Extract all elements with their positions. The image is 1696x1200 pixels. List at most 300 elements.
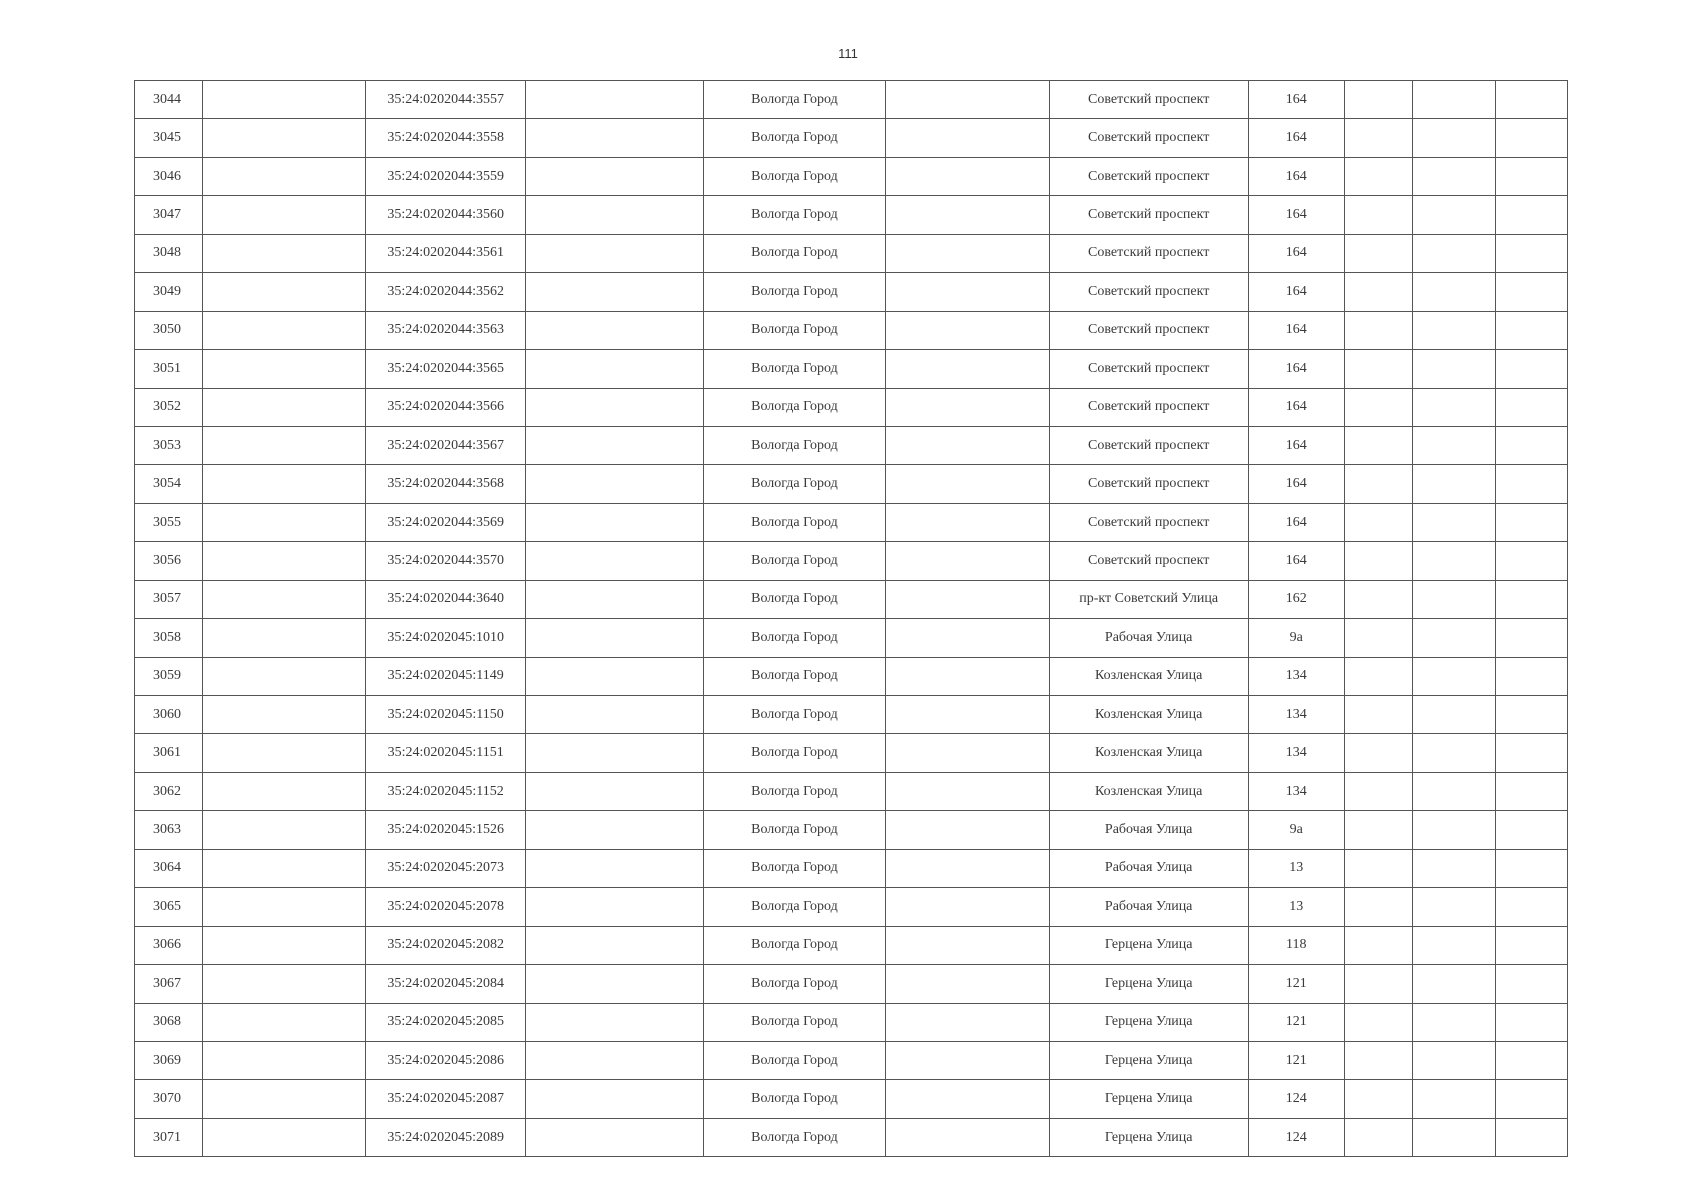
empty-cell xyxy=(526,619,704,657)
house-number-cell: 134 xyxy=(1248,734,1344,772)
empty-cell xyxy=(1412,1003,1495,1041)
cadastral-number-cell: 35:24:0202045:2085 xyxy=(366,1003,526,1041)
empty-cell xyxy=(203,542,366,580)
empty-cell xyxy=(1412,619,1495,657)
empty-cell xyxy=(203,1080,366,1118)
street-cell: Советский проспект xyxy=(1049,465,1248,503)
table-row xyxy=(135,811,1568,849)
empty-cell xyxy=(1412,503,1495,541)
empty-cell xyxy=(1344,1118,1412,1156)
row-number-cell: 3060 xyxy=(135,696,203,734)
table-row xyxy=(135,350,1568,388)
empty-cell xyxy=(203,811,366,849)
empty-cell xyxy=(1344,849,1412,887)
page-number: 111 xyxy=(838,46,858,61)
empty-cell xyxy=(1344,580,1412,618)
empty-cell xyxy=(1344,734,1412,772)
empty-cell xyxy=(1344,965,1412,1003)
cadastral-number-cell: 35:24:0202044:3568 xyxy=(366,465,526,503)
empty-cell xyxy=(1495,119,1567,157)
empty-cell xyxy=(1344,619,1412,657)
row-number-cell: 3048 xyxy=(135,234,203,272)
cadastral-number-cell: 35:24:0202044:3640 xyxy=(366,580,526,618)
empty-cell xyxy=(1344,465,1412,503)
table-row xyxy=(135,311,1568,349)
empty-cell xyxy=(1495,734,1567,772)
empty-cell xyxy=(526,1041,704,1079)
empty-cell xyxy=(203,965,366,1003)
empty-cell xyxy=(885,234,1049,272)
city-cell: Вологда Город xyxy=(704,772,885,810)
empty-cell xyxy=(1495,234,1567,272)
street-cell: Советский проспект xyxy=(1049,350,1248,388)
street-cell: Козленская Улица xyxy=(1049,657,1248,695)
empty-cell xyxy=(1412,234,1495,272)
empty-cell xyxy=(203,1041,366,1079)
house-number-cell: 164 xyxy=(1248,311,1344,349)
table-row xyxy=(135,465,1568,503)
house-number-cell: 164 xyxy=(1248,388,1344,426)
row-number-cell: 3071 xyxy=(135,1118,203,1156)
empty-cell xyxy=(1412,657,1495,695)
empty-cell xyxy=(885,465,1049,503)
empty-cell xyxy=(203,503,366,541)
city-cell: Вологда Город xyxy=(704,811,885,849)
empty-cell xyxy=(203,426,366,464)
row-number-cell: 3051 xyxy=(135,350,203,388)
empty-cell xyxy=(1412,426,1495,464)
empty-cell xyxy=(1412,849,1495,887)
house-number-cell: 13 xyxy=(1248,849,1344,887)
empty-cell xyxy=(203,234,366,272)
street-cell: Советский проспект xyxy=(1049,311,1248,349)
empty-cell xyxy=(1344,657,1412,695)
empty-cell xyxy=(885,196,1049,234)
empty-cell xyxy=(203,926,366,964)
house-number-cell: 164 xyxy=(1248,119,1344,157)
house-number-cell: 9а xyxy=(1248,619,1344,657)
empty-cell xyxy=(885,734,1049,772)
cadastral-number-cell: 35:24:0202044:3559 xyxy=(366,157,526,195)
empty-cell xyxy=(1495,696,1567,734)
empty-cell xyxy=(1495,1003,1567,1041)
cadastral-number-cell: 35:24:0202044:3557 xyxy=(366,81,526,119)
empty-cell xyxy=(885,119,1049,157)
empty-cell xyxy=(203,696,366,734)
empty-cell xyxy=(885,1118,1049,1156)
city-cell: Вологда Город xyxy=(704,619,885,657)
table-row xyxy=(135,1080,1568,1118)
table-row xyxy=(135,1041,1568,1079)
empty-cell xyxy=(526,350,704,388)
empty-cell xyxy=(1495,81,1567,119)
empty-cell xyxy=(1412,811,1495,849)
table-row xyxy=(135,388,1568,426)
street-cell: Советский проспект xyxy=(1049,503,1248,541)
cadastral-number-cell: 35:24:0202045:1010 xyxy=(366,619,526,657)
cadastral-number-cell: 35:24:0202045:2082 xyxy=(366,926,526,964)
house-number-cell: 164 xyxy=(1248,196,1344,234)
empty-cell xyxy=(1344,1003,1412,1041)
empty-cell xyxy=(203,196,366,234)
street-cell: Рабочая Улица xyxy=(1049,849,1248,887)
empty-cell xyxy=(885,542,1049,580)
city-cell: Вологда Город xyxy=(704,157,885,195)
city-cell: Вологда Город xyxy=(704,273,885,311)
row-number-cell: 3055 xyxy=(135,503,203,541)
cadastral-number-cell: 35:24:0202044:3570 xyxy=(366,542,526,580)
house-number-cell: 118 xyxy=(1248,926,1344,964)
empty-cell xyxy=(1412,1080,1495,1118)
empty-cell xyxy=(885,657,1049,695)
city-cell: Вологда Город xyxy=(704,1118,885,1156)
city-cell: Вологда Город xyxy=(704,965,885,1003)
empty-cell xyxy=(1344,888,1412,926)
street-cell: Советский проспект xyxy=(1049,388,1248,426)
table-row xyxy=(135,196,1568,234)
cadastral-number-cell: 35:24:0202045:2086 xyxy=(366,1041,526,1079)
empty-cell xyxy=(1412,81,1495,119)
empty-cell xyxy=(526,426,704,464)
city-cell: Вологда Город xyxy=(704,196,885,234)
empty-cell xyxy=(1412,465,1495,503)
empty-cell xyxy=(885,503,1049,541)
empty-cell xyxy=(526,273,704,311)
empty-cell xyxy=(1495,196,1567,234)
city-cell: Вологда Город xyxy=(704,234,885,272)
empty-cell xyxy=(526,503,704,541)
city-cell: Вологда Город xyxy=(704,1041,885,1079)
table-row xyxy=(135,273,1568,311)
empty-cell xyxy=(1412,311,1495,349)
house-number-cell: 164 xyxy=(1248,157,1344,195)
empty-cell xyxy=(885,81,1049,119)
empty-cell xyxy=(1412,888,1495,926)
street-cell: Козленская Улица xyxy=(1049,734,1248,772)
cadastral-number-cell: 35:24:0202045:2089 xyxy=(366,1118,526,1156)
table-row xyxy=(135,849,1568,887)
table-row xyxy=(135,965,1568,1003)
house-number-cell: 164 xyxy=(1248,426,1344,464)
empty-cell xyxy=(1495,388,1567,426)
empty-cell xyxy=(1495,619,1567,657)
city-cell: Вологда Город xyxy=(704,119,885,157)
cadastral-number-cell: 35:24:0202044:3563 xyxy=(366,311,526,349)
empty-cell xyxy=(885,426,1049,464)
empty-cell xyxy=(885,849,1049,887)
house-number-cell: 164 xyxy=(1248,273,1344,311)
empty-cell xyxy=(1495,1118,1567,1156)
row-number-cell: 3046 xyxy=(135,157,203,195)
empty-cell xyxy=(1344,426,1412,464)
empty-cell xyxy=(203,1003,366,1041)
cadastral-number-cell: 35:24:0202044:3565 xyxy=(366,350,526,388)
cadastral-number-cell: 35:24:0202044:3569 xyxy=(366,503,526,541)
table-row xyxy=(135,119,1568,157)
empty-cell xyxy=(526,580,704,618)
empty-cell xyxy=(526,849,704,887)
empty-cell xyxy=(526,465,704,503)
cadastral-number-cell: 35:24:0202044:3566 xyxy=(366,388,526,426)
cadastral-number-cell: 35:24:0202045:2087 xyxy=(366,1080,526,1118)
city-cell: Вологда Город xyxy=(704,696,885,734)
empty-cell xyxy=(1412,542,1495,580)
empty-cell xyxy=(203,388,366,426)
table-row xyxy=(135,772,1568,810)
house-number-cell: 13 xyxy=(1248,888,1344,926)
table-row xyxy=(135,696,1568,734)
empty-cell xyxy=(885,696,1049,734)
city-cell: Вологда Город xyxy=(704,311,885,349)
city-cell: Вологда Город xyxy=(704,388,885,426)
empty-cell xyxy=(1344,1080,1412,1118)
empty-cell xyxy=(526,657,704,695)
city-cell: Вологда Город xyxy=(704,580,885,618)
row-number-cell: 3049 xyxy=(135,273,203,311)
table-row xyxy=(135,657,1568,695)
empty-cell xyxy=(203,119,366,157)
row-number-cell: 3058 xyxy=(135,619,203,657)
street-cell: Советский проспект xyxy=(1049,542,1248,580)
empty-cell xyxy=(885,811,1049,849)
city-cell: Вологда Город xyxy=(704,926,885,964)
empty-cell xyxy=(526,965,704,1003)
city-cell: Вологда Город xyxy=(704,1003,885,1041)
street-cell: Рабочая Улица xyxy=(1049,619,1248,657)
empty-cell xyxy=(1344,542,1412,580)
empty-cell xyxy=(1495,426,1567,464)
row-number-cell: 3070 xyxy=(135,1080,203,1118)
row-number-cell: 3066 xyxy=(135,926,203,964)
table-row xyxy=(135,734,1568,772)
empty-cell xyxy=(203,734,366,772)
empty-cell xyxy=(1412,734,1495,772)
house-number-cell: 121 xyxy=(1248,1041,1344,1079)
empty-cell xyxy=(885,273,1049,311)
street-cell: Советский проспект xyxy=(1049,81,1248,119)
city-cell: Вологда Город xyxy=(704,503,885,541)
row-number-cell: 3069 xyxy=(135,1041,203,1079)
cadastral-number-cell: 35:24:0202044:3562 xyxy=(366,273,526,311)
empty-cell xyxy=(1495,849,1567,887)
row-number-cell: 3047 xyxy=(135,196,203,234)
house-number-cell: 124 xyxy=(1248,1080,1344,1118)
city-cell: Вологда Город xyxy=(704,426,885,464)
empty-cell xyxy=(1495,1041,1567,1079)
house-number-cell: 164 xyxy=(1248,542,1344,580)
street-cell: пр-кт Советский Улица xyxy=(1049,580,1248,618)
empty-cell xyxy=(526,734,704,772)
empty-cell xyxy=(885,888,1049,926)
empty-cell xyxy=(526,157,704,195)
house-number-cell: 9а xyxy=(1248,811,1344,849)
row-number-cell: 3067 xyxy=(135,965,203,1003)
table-row xyxy=(135,234,1568,272)
street-cell: Козленская Улица xyxy=(1049,772,1248,810)
empty-cell xyxy=(1344,350,1412,388)
table-row xyxy=(135,1003,1568,1041)
empty-cell xyxy=(1495,311,1567,349)
city-cell: Вологда Город xyxy=(704,81,885,119)
empty-cell xyxy=(526,1003,704,1041)
empty-cell xyxy=(1412,196,1495,234)
empty-cell xyxy=(1412,1118,1495,1156)
street-cell: Рабочая Улица xyxy=(1049,811,1248,849)
cadastral-number-cell: 35:24:0202045:1152 xyxy=(366,772,526,810)
empty-cell xyxy=(203,1118,366,1156)
empty-cell xyxy=(885,772,1049,810)
house-number-cell: 164 xyxy=(1248,234,1344,272)
street-cell: Советский проспект xyxy=(1049,157,1248,195)
empty-cell xyxy=(1412,926,1495,964)
row-number-cell: 3057 xyxy=(135,580,203,618)
empty-cell xyxy=(526,311,704,349)
empty-cell xyxy=(526,81,704,119)
house-number-cell: 134 xyxy=(1248,772,1344,810)
row-number-cell: 3045 xyxy=(135,119,203,157)
empty-cell xyxy=(1412,772,1495,810)
empty-cell xyxy=(1495,888,1567,926)
city-cell: Вологда Город xyxy=(704,888,885,926)
table-row xyxy=(135,580,1568,618)
empty-cell xyxy=(1495,1080,1567,1118)
empty-cell xyxy=(885,1041,1049,1079)
empty-cell xyxy=(885,388,1049,426)
house-number-cell: 164 xyxy=(1248,350,1344,388)
street-cell: Советский проспект xyxy=(1049,273,1248,311)
empty-cell xyxy=(1495,350,1567,388)
empty-cell xyxy=(1412,580,1495,618)
empty-cell xyxy=(1344,273,1412,311)
empty-cell xyxy=(203,657,366,695)
empty-cell xyxy=(1495,926,1567,964)
cadastral-number-cell: 35:24:0202045:1151 xyxy=(366,734,526,772)
street-cell: Герцена Улица xyxy=(1049,1003,1248,1041)
empty-cell xyxy=(203,350,366,388)
city-cell: Вологда Город xyxy=(704,734,885,772)
row-number-cell: 3061 xyxy=(135,734,203,772)
empty-cell xyxy=(885,157,1049,195)
empty-cell xyxy=(203,81,366,119)
cadastral-number-cell: 35:24:0202044:3567 xyxy=(366,426,526,464)
empty-cell xyxy=(1495,811,1567,849)
empty-cell xyxy=(885,1003,1049,1041)
empty-cell xyxy=(885,311,1049,349)
empty-cell xyxy=(1412,350,1495,388)
row-number-cell: 3063 xyxy=(135,811,203,849)
city-cell: Вологда Город xyxy=(704,350,885,388)
row-number-cell: 3054 xyxy=(135,465,203,503)
house-number-cell: 134 xyxy=(1248,657,1344,695)
empty-cell xyxy=(1344,119,1412,157)
row-number-cell: 3062 xyxy=(135,772,203,810)
empty-cell xyxy=(203,311,366,349)
house-number-cell: 162 xyxy=(1248,580,1344,618)
empty-cell xyxy=(1495,273,1567,311)
empty-cell xyxy=(526,772,704,810)
empty-cell xyxy=(203,465,366,503)
cadastral-number-cell: 35:24:0202045:2084 xyxy=(366,965,526,1003)
empty-cell xyxy=(885,619,1049,657)
empty-cell xyxy=(526,926,704,964)
row-number-cell: 3056 xyxy=(135,542,203,580)
house-number-cell: 121 xyxy=(1248,965,1344,1003)
cadastral-number-cell: 35:24:0202045:1150 xyxy=(366,696,526,734)
empty-cell xyxy=(1412,388,1495,426)
empty-cell xyxy=(1412,157,1495,195)
empty-cell xyxy=(1495,657,1567,695)
empty-cell xyxy=(1412,273,1495,311)
empty-cell xyxy=(1495,965,1567,1003)
street-cell: Герцена Улица xyxy=(1049,1080,1248,1118)
empty-cell xyxy=(1344,196,1412,234)
street-cell: Рабочая Улица xyxy=(1049,888,1248,926)
street-cell: Герцена Улица xyxy=(1049,965,1248,1003)
registry-table xyxy=(134,80,1568,1157)
empty-cell xyxy=(203,888,366,926)
empty-cell xyxy=(885,350,1049,388)
empty-cell xyxy=(526,119,704,157)
empty-cell xyxy=(1344,503,1412,541)
street-cell: Советский проспект xyxy=(1049,234,1248,272)
empty-cell xyxy=(526,1080,704,1118)
row-number-cell: 3050 xyxy=(135,311,203,349)
table-row xyxy=(135,503,1568,541)
empty-cell xyxy=(1412,696,1495,734)
city-cell: Вологда Город xyxy=(704,849,885,887)
empty-cell xyxy=(526,696,704,734)
row-number-cell: 3064 xyxy=(135,849,203,887)
registry-table-body xyxy=(135,81,1568,1157)
city-cell: Вологда Город xyxy=(704,1080,885,1118)
empty-cell xyxy=(1412,119,1495,157)
house-number-cell: 164 xyxy=(1248,81,1344,119)
empty-cell xyxy=(526,1118,704,1156)
cadastral-number-cell: 35:24:0202044:3561 xyxy=(366,234,526,272)
empty-cell xyxy=(885,926,1049,964)
empty-cell xyxy=(526,811,704,849)
empty-cell xyxy=(526,888,704,926)
empty-cell xyxy=(1344,811,1412,849)
street-cell: Советский проспект xyxy=(1049,119,1248,157)
house-number-cell: 121 xyxy=(1248,1003,1344,1041)
city-cell: Вологда Город xyxy=(704,657,885,695)
city-cell: Вологда Город xyxy=(704,465,885,503)
table-row xyxy=(135,542,1568,580)
table-row xyxy=(135,81,1568,119)
row-number-cell: 3059 xyxy=(135,657,203,695)
cadastral-number-cell: 35:24:0202045:1149 xyxy=(366,657,526,695)
row-number-cell: 3065 xyxy=(135,888,203,926)
street-cell: Герцена Улица xyxy=(1049,1041,1248,1079)
empty-cell xyxy=(1344,772,1412,810)
empty-cell xyxy=(1495,580,1567,618)
empty-cell xyxy=(203,157,366,195)
empty-cell xyxy=(1495,465,1567,503)
row-number-cell: 3053 xyxy=(135,426,203,464)
row-number-cell: 3052 xyxy=(135,388,203,426)
table-row xyxy=(135,888,1568,926)
empty-cell xyxy=(1344,157,1412,195)
cadastral-number-cell: 35:24:0202044:3558 xyxy=(366,119,526,157)
empty-cell xyxy=(526,542,704,580)
empty-cell xyxy=(526,196,704,234)
empty-cell xyxy=(1344,926,1412,964)
house-number-cell: 124 xyxy=(1248,1118,1344,1156)
empty-cell xyxy=(885,1080,1049,1118)
empty-cell xyxy=(1344,388,1412,426)
table-row xyxy=(135,157,1568,195)
